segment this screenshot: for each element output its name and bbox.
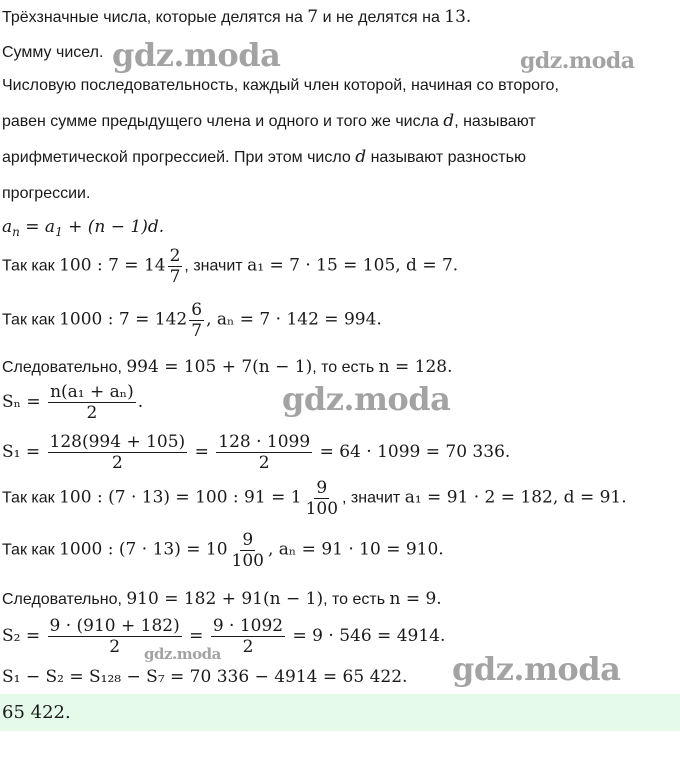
- numerator: 128 · 1099: [218, 432, 311, 452]
- fraction: [168, 246, 183, 287]
- text: Числовую последовательность, каждый член которой, начиная со второго,: [2, 77, 559, 94]
- expression: S₁ − S₂ = S₁₂₈ − S₇ = 70 336 − 4914 = 65 422.: [2, 667, 408, 687]
- expression: 1000 : (7 · 13) = 10: [59, 539, 228, 560]
- line-10: [2, 356, 453, 379]
- denominator: 7: [169, 267, 181, 287]
- denominator: 2: [111, 453, 123, 473]
- denominator: 100: [231, 551, 264, 571]
- formula-sub: n: [12, 225, 20, 239]
- line-1: [2, 6, 471, 29]
- numerator: 128(994 + 105): [49, 432, 186, 452]
- line-5: [2, 146, 526, 169]
- text: Так как: [2, 541, 55, 559]
- formula-part: = a: [25, 217, 56, 237]
- denominator: 2: [258, 453, 270, 473]
- text: Сумму чисел.: [2, 44, 104, 61]
- text: Следовательно,: [2, 359, 122, 376]
- line-13: [2, 478, 627, 519]
- expression: 994 = 105 + 7(n − 1): [126, 357, 313, 377]
- fraction: [216, 432, 312, 473]
- text: , то есть: [312, 359, 375, 376]
- text: , называют: [454, 113, 536, 130]
- expression: S₁ =: [2, 442, 41, 462]
- expression: =: [194, 442, 209, 462]
- line-4: [2, 110, 536, 133]
- expression: S₂ =: [2, 626, 41, 646]
- numerator: 9 · (910 + 182): [49, 616, 180, 636]
- formula-an: [2, 216, 164, 243]
- line-6: [2, 183, 90, 205]
- numerator: 2: [169, 246, 181, 266]
- expression: Sₙ =: [2, 392, 41, 412]
- text: Так как: [2, 311, 55, 329]
- expression: 100 : (7 · 13) = 100 : 91 = 1: [59, 487, 302, 508]
- text: Так как: [2, 257, 55, 275]
- expression: n = 128.: [378, 357, 453, 377]
- denominator: 2: [242, 637, 254, 657]
- formula-part: a: [2, 217, 13, 237]
- denominator: 7: [191, 321, 203, 341]
- formula-sn: [2, 382, 143, 423]
- number: 7: [307, 7, 319, 27]
- fraction: [189, 300, 204, 341]
- line-2: [2, 42, 103, 64]
- watermark: gdz.moda: [144, 645, 221, 663]
- expression: a₁ = 91 · 2 = 182, d = 91.: [404, 487, 627, 508]
- numerator: 9: [316, 478, 328, 498]
- expression: 1000 : 7 = 142: [59, 309, 188, 330]
- expression: a₁ = 7 · 15 = 105, d = 7.: [247, 255, 459, 276]
- text: и не делятся на: [322, 9, 440, 26]
- line-8: [2, 246, 458, 287]
- formula-s2: [2, 616, 445, 657]
- line-9: [2, 300, 382, 341]
- watermark: gdz.moda: [452, 650, 621, 688]
- fraction: [211, 616, 285, 657]
- expression: , aₙ = 7 · 142 = 994.: [206, 309, 382, 330]
- numerator: 9: [242, 530, 254, 550]
- numerator: n(a₁ + aₙ): [50, 382, 134, 402]
- expression: , aₙ = 91 · 10 = 910.: [267, 539, 444, 560]
- text: , то есть: [323, 591, 386, 608]
- text: Следовательно,: [2, 591, 122, 608]
- formula-sub: 1: [55, 225, 63, 239]
- text: Так как: [2, 489, 55, 507]
- line-14: [2, 530, 444, 571]
- expression: .: [137, 392, 144, 412]
- text: Трёхзначные числа, которые делятся на: [2, 9, 303, 26]
- expression: =: [189, 626, 204, 646]
- denominator: 2: [109, 637, 121, 657]
- fraction: [48, 382, 136, 423]
- line-15: [2, 588, 442, 611]
- line-3: [2, 75, 559, 97]
- text: прогрессии.: [2, 185, 91, 202]
- expression: = 64 · 1099 = 70 336.: [319, 442, 511, 462]
- formula-part: + (n − 1)d.: [68, 217, 165, 237]
- expression: 100 : 7 = 14: [59, 255, 166, 276]
- numerator: 9 · 1092: [212, 616, 284, 636]
- expression: = 9 · 546 = 4914.: [292, 626, 446, 646]
- fraction: [48, 432, 188, 473]
- text: , значит: [342, 489, 401, 507]
- denominator: 100: [305, 499, 339, 519]
- text: , значит: [184, 257, 243, 275]
- fraction: [230, 530, 266, 571]
- watermark: gdz.moda: [520, 48, 635, 74]
- watermark: gdz.moda: [282, 380, 451, 418]
- variable-d: d: [355, 147, 367, 167]
- text: называют разностью: [370, 149, 526, 166]
- expression: 910 = 182 + 91(n − 1): [126, 589, 324, 609]
- number: 13.: [444, 7, 472, 27]
- variable-d: d: [443, 111, 455, 131]
- watermark: gdz.moda: [112, 36, 281, 74]
- expression: n = 9.: [389, 589, 442, 609]
- formula-s1: [2, 432, 510, 473]
- denominator: 2: [86, 403, 98, 423]
- answer-value: 65 422.: [2, 702, 71, 723]
- text: арифметической прогрессией. При этом число: [2, 149, 351, 166]
- fraction: [304, 478, 340, 519]
- formula-difference: [2, 666, 407, 688]
- text: равен сумме предыдущего члена и одного и того же числа: [2, 113, 439, 130]
- answer-box: [0, 694, 680, 731]
- numerator: 6: [191, 300, 203, 320]
